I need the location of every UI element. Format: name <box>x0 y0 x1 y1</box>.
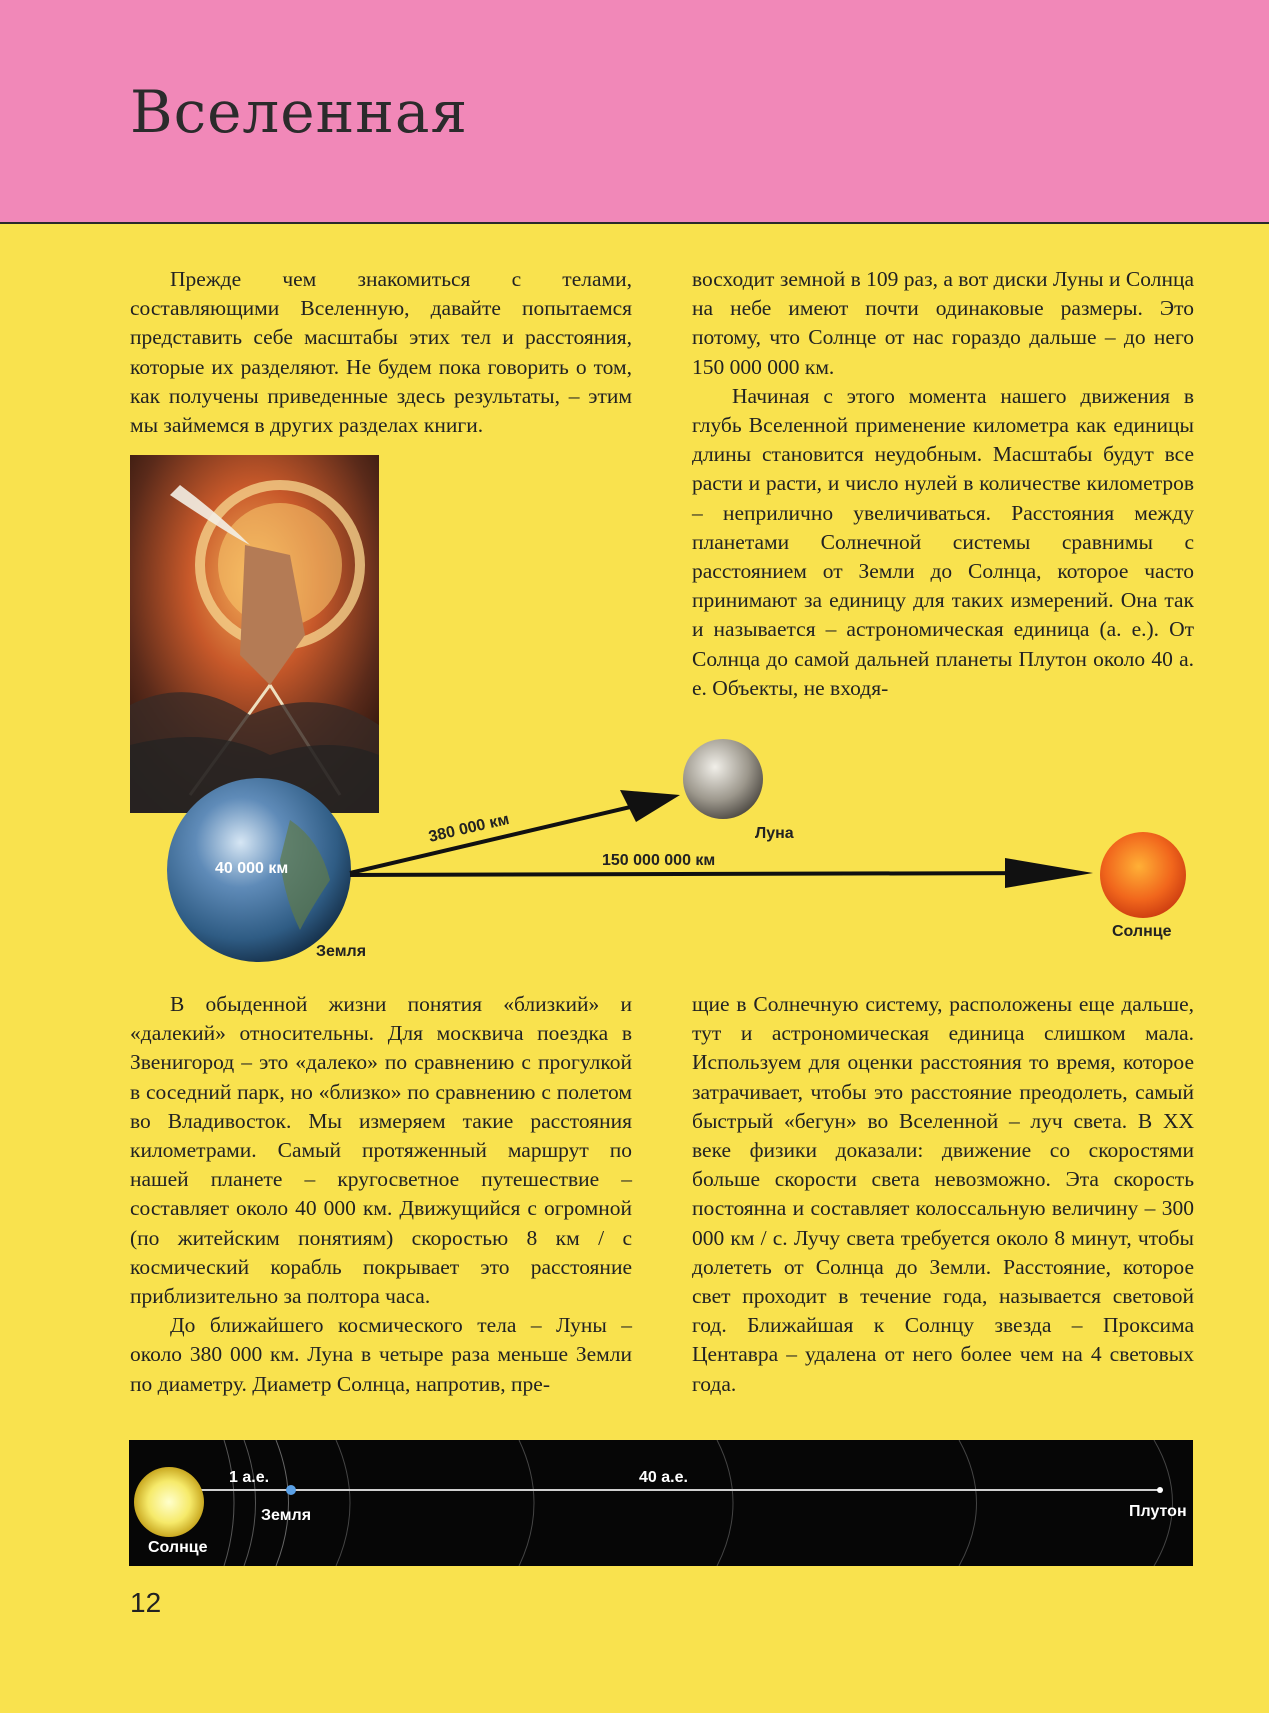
earth-label: Земля <box>261 1507 312 1524</box>
au-label: 1 а.е. <box>229 1469 270 1486</box>
paragraph: Начиная с этого момента нашего движения в глубь Вселенной применение километра как единицы длины становится неудобным. Масштабы будут все расти и расти, и число нулей в количестве километров – неприлично увеличиваться. Расстояния между планетами Солнечной системы сравнимы с расстоянием от Земли до Солнца, которое часто принимают за единицу для таких измерений. Она так и называется – астрономическая единица (а. е.). От Солнца до самой дальней планеты Плутон около 40 а. е. Объекты, не входя- <box>692 383 1194 700</box>
earth-moon-sun-diagram <box>0 730 1269 970</box>
paragraph: щие в Солнечную систему, расположены еще дальше, тут и астрономическая единица слишком мала. Используем для оценки расстояния то время, которое затрачивает, чтобы это расстояние преодолеть, самый быстрый «бегун» во Вселенной – луч света. В XX веке физики доказали: движение со скоростями больше скорости света невозможно. Эта скорость постоянна и составляет колоссальную величину – 300 000 км / с. Лучу света требуется около 8 минут, чтобы долететь от Солнца до Земли. Расстояние, которое свет проходит в течение года, называется световой год. Ближайшая к Солнцу звезда – Проксима Центавра – удалена от него более чем на 4 световых года. <box>692 992 1194 1396</box>
solar-system-scale-bar <box>129 1440 1193 1566</box>
column-left-top <box>130 265 632 440</box>
column-right-bottom <box>692 990 1194 1399</box>
moon-icon <box>683 739 763 819</box>
paragraph: восходит земной в 109 раз, а вот диски Луны и Солнца на небе имеют почти одинаковые размеры. Это потому, что Солнце от нас гораздо дальше – до него 150 000 000 км. <box>692 267 1194 379</box>
pluto-icon <box>1157 1487 1163 1493</box>
sun-label: Солнце <box>148 1539 208 1556</box>
paragraph: До ближайшего космического тела – Луны – около 380 000 км. Луна в четыре раза меньше Земли по диаметру. Диаметр Солнца, напротив, пре- <box>130 1313 632 1396</box>
earth-label: Земля <box>316 943 367 960</box>
moon-label: Луна <box>755 825 794 842</box>
pluto-label: Плутон <box>1129 1503 1187 1520</box>
sun-label: Солнце <box>1112 923 1172 940</box>
paragraph: В обыденной жизни понятия «близкий» и «далекий» относительны. Для москвича поездка в Звенигород – это «далеко» по сравнению с прогулкой в соседний парк, но «близко» по сравнению с полетом во Владивосток. Мы измеряем такие расстояния километрами. Самый протяженный маршрут по нашей планете – кругосветное путешествие – составляет около 40 000 км. Движущийся с огромной (по житейским понятиям) скоростью 8 км / с космический корабль покрывает это расстояние приблизительно за полтора часа. <box>130 992 632 1309</box>
page-header <box>0 0 1269 224</box>
column-left-bottom <box>130 990 632 1399</box>
pluto-distance-label: 40 а.е. <box>639 1469 688 1486</box>
earth-size-label: 40 000 км <box>215 860 289 877</box>
page-title: Вселенная <box>130 78 469 146</box>
page-number: 12 <box>130 1587 162 1618</box>
column-right-top <box>692 265 1194 703</box>
earth-icon <box>286 1485 296 1495</box>
sun-icon <box>1100 832 1186 918</box>
paragraph: Прежде чем знакомиться с телами, составляющими Вселенную, давайте попытаемся представить себе масштабы этих тел и расстояния, которые их разделяют. Не будем пока говорить о том, как получены приведенные здесь результаты, – этим мы займемся в других разделах книги. <box>130 267 632 438</box>
sun-icon <box>134 1467 204 1537</box>
moon-distance-label: 380 000 км <box>427 810 511 846</box>
sun-distance-label: 150 000 000 км <box>602 852 716 869</box>
